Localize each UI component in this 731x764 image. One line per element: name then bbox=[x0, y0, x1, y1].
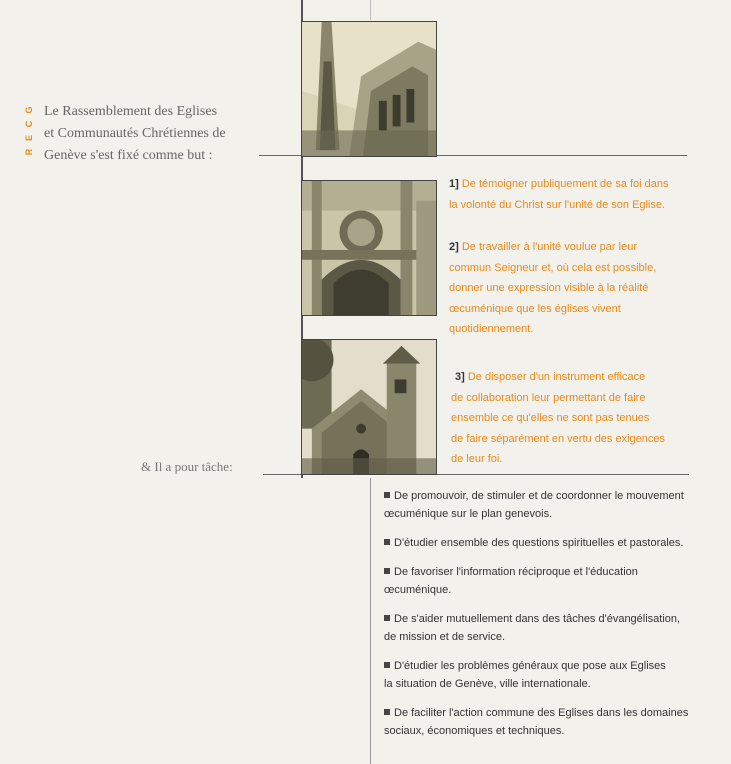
task-line: œcuménique sur le plan genevois. bbox=[384, 508, 553, 520]
goal-line: ensemble ce qu'elles ne sont pas tenues bbox=[451, 412, 650, 424]
task-line: œcuménique. bbox=[384, 584, 452, 596]
task-line: D'étudier les problèmes généraux que pose aux Eglises bbox=[394, 660, 666, 672]
bullet-icon bbox=[384, 539, 390, 545]
goal-line: de faire séparément en vertu des exigences bbox=[451, 432, 666, 445]
goal-line: De témoigner publiquement de sa foi dans bbox=[461, 178, 669, 190]
goal-line: œcuménique que les églises vivent bbox=[449, 302, 621, 315]
intro-line: Genève s'est fixé comme but : bbox=[44, 148, 213, 163]
goal-line: De travailler à l'unité voulue par leur bbox=[461, 241, 637, 253]
intro-text bbox=[44, 101, 284, 167]
goal-1 bbox=[449, 174, 704, 215]
task-line: De s'aider mutuellement dans des tâches d'évangélisation, bbox=[394, 613, 681, 625]
church-facade-photo bbox=[301, 180, 437, 316]
task-line: de mission et de service. bbox=[384, 631, 506, 643]
acronym-letter: E bbox=[24, 135, 34, 142]
goal-line: quotidiennement. bbox=[449, 323, 534, 335]
goal-line: De disposer d'un instrument efficace bbox=[467, 371, 646, 383]
task-item bbox=[384, 563, 704, 599]
goal-line: donner une expression visible à la réalité bbox=[449, 282, 649, 294]
task-item bbox=[384, 610, 704, 646]
task-line: D'étudier ensemble des questions spirituelles et pastorales. bbox=[394, 537, 684, 549]
goal-number: 3] bbox=[455, 371, 465, 383]
intro-line: et Communautés Chrétiennes de bbox=[44, 126, 226, 141]
task-item bbox=[384, 487, 704, 523]
goal-number: 2] bbox=[449, 241, 459, 253]
goal-3 bbox=[451, 367, 710, 470]
bullet-icon bbox=[384, 662, 390, 668]
right-vertical-line bbox=[370, 478, 371, 764]
acronym-letter: C bbox=[24, 120, 34, 128]
acronym-letter: R bbox=[24, 148, 34, 156]
goal-number: 1] bbox=[449, 178, 459, 190]
task-item bbox=[384, 657, 704, 693]
bullet-icon bbox=[384, 709, 390, 715]
side-acronym bbox=[26, 103, 38, 159]
task-line: De faciliter l'action commune des Eglises dans les domaines bbox=[394, 707, 689, 719]
goal-line: de collaboration leur permettant de faire bbox=[451, 391, 646, 404]
faint-guide-line bbox=[370, 0, 371, 20]
task-line: sociaux, économiques et techniques. bbox=[384, 725, 565, 737]
task-item bbox=[384, 704, 704, 740]
goal-line: la volonté du Christ sur l'unité de son Eglise. bbox=[449, 198, 666, 211]
bullet-icon bbox=[384, 492, 390, 498]
task-item bbox=[384, 534, 704, 552]
goal-line: commun Seigneur et, où cela est possible, bbox=[449, 261, 657, 274]
goal-line: de leur foi. bbox=[451, 453, 503, 465]
acronym-letter: G bbox=[24, 106, 34, 114]
small-church-photo bbox=[301, 339, 437, 475]
task-line: De favoriser l'information réciproque et l'éducation bbox=[394, 566, 638, 578]
intro-line: Le Rassemblement des Eglises bbox=[44, 104, 218, 119]
task-label: & Il a pour tâche: bbox=[141, 459, 233, 474]
task-list bbox=[384, 487, 704, 751]
task-line: De promouvoir, de stimuler et de coordonner le mouvement bbox=[394, 490, 684, 502]
bullet-icon bbox=[384, 615, 390, 621]
bullet-icon bbox=[384, 568, 390, 574]
goal-2 bbox=[449, 237, 704, 340]
church-spire-photo bbox=[301, 21, 437, 157]
task-line: la situation de Genève, ville internationale. bbox=[384, 678, 591, 690]
